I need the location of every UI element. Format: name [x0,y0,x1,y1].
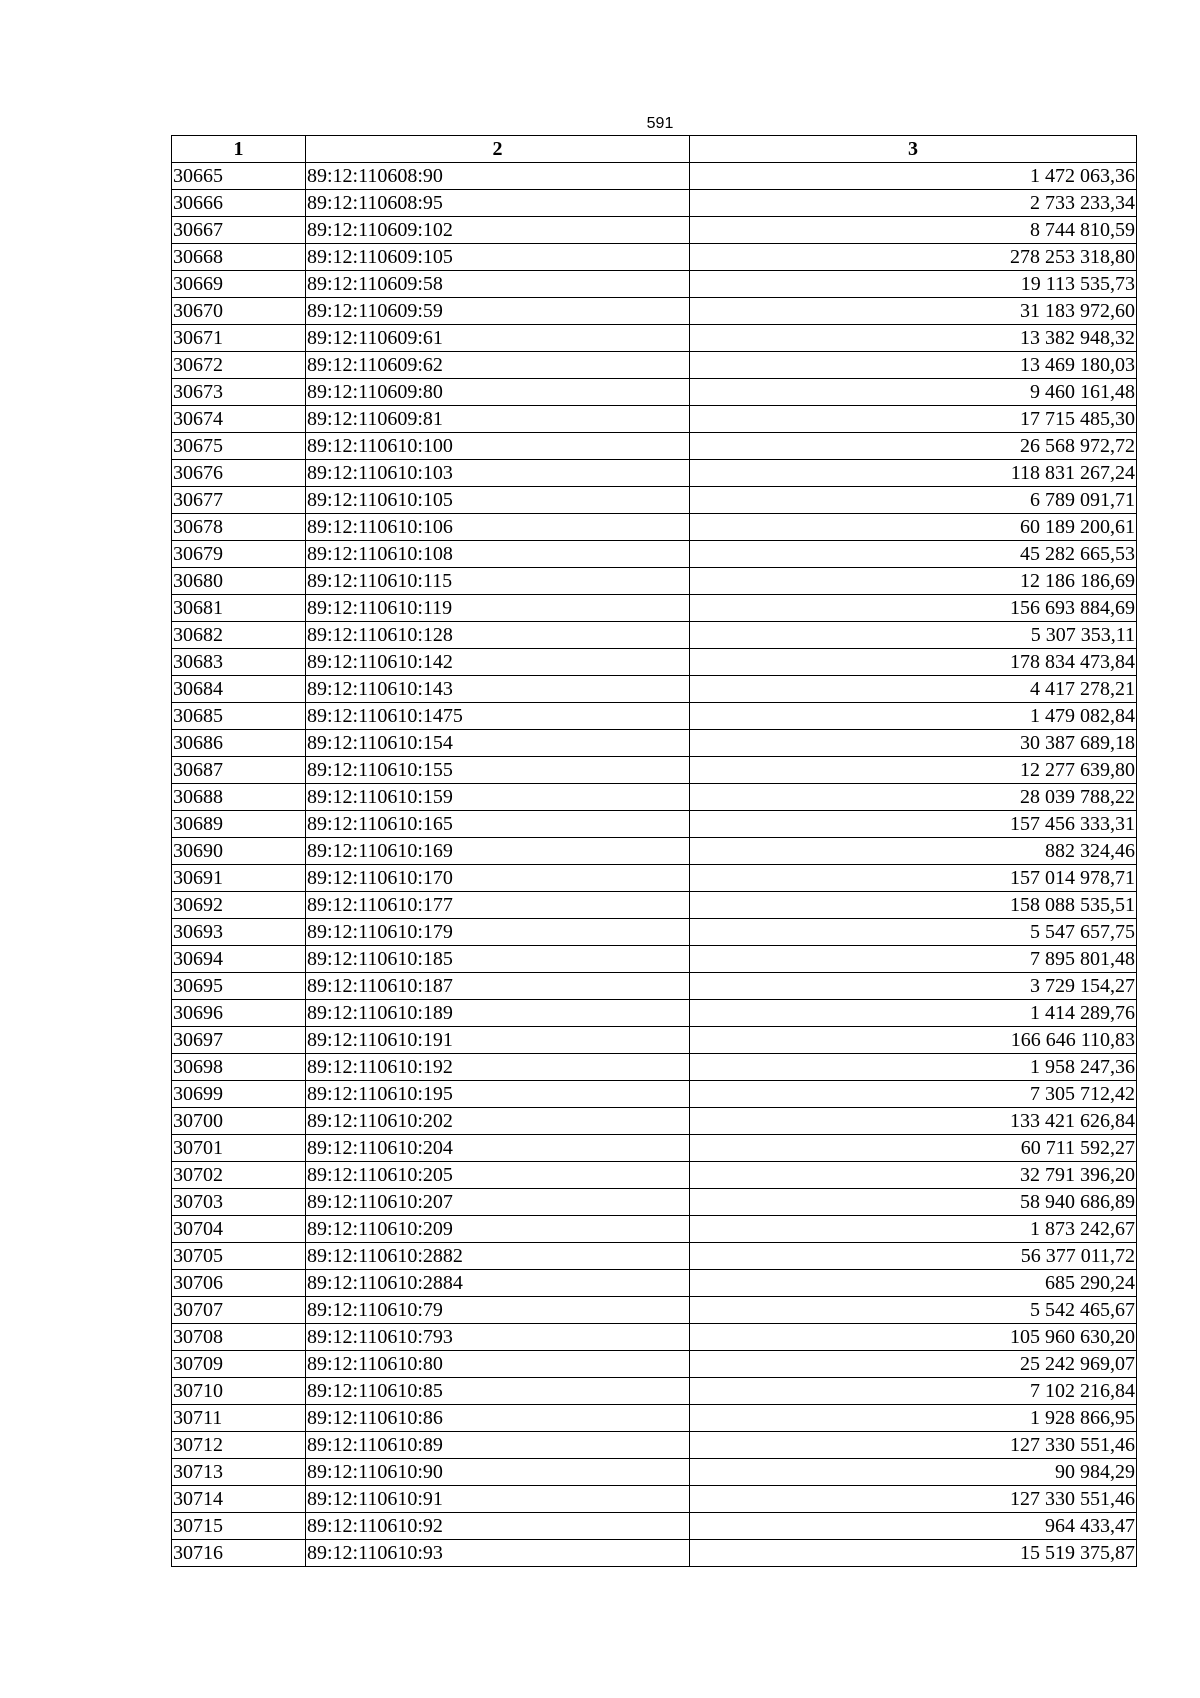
row-number-cell: 30694 [172,946,306,973]
cadastral-number-cell: 89:12:110610:179 [306,919,690,946]
row-number-cell: 30708 [172,1324,306,1351]
header-row [172,136,1137,163]
column-header-1: 1 [172,136,306,163]
table-row [172,1135,1137,1162]
value-cell: 60 711 592,27 [690,1135,1137,1162]
cadastral-number-cell: 89:12:110610:79 [306,1297,690,1324]
cadastral-number-cell: 89:12:110609:102 [306,217,690,244]
row-number-cell: 30689 [172,811,306,838]
cadastral-number-cell: 89:12:110610:2882 [306,1243,690,1270]
row-number-cell: 30676 [172,460,306,487]
cadastral-number-cell: 89:12:110610:2884 [306,1270,690,1297]
row-number-cell: 30697 [172,1027,306,1054]
value-cell: 90 984,29 [690,1459,1137,1486]
table-row [172,1108,1137,1135]
value-cell: 5 547 657,75 [690,919,1137,946]
cadastral-number-cell: 89:12:110610:159 [306,784,690,811]
value-cell: 19 113 535,73 [690,271,1137,298]
table-row [172,1432,1137,1459]
value-cell: 158 088 535,51 [690,892,1137,919]
value-cell: 7 102 216,84 [690,1378,1137,1405]
cadastral-number-cell: 89:12:110610:91 [306,1486,690,1513]
value-cell: 5 542 465,67 [690,1297,1137,1324]
cadastral-number-cell: 89:12:110610:89 [306,1432,690,1459]
cadastral-number-cell: 89:12:110610:128 [306,622,690,649]
table-row [172,1351,1137,1378]
table-row [172,1243,1137,1270]
row-number-cell: 30677 [172,487,306,514]
row-number-cell: 30669 [172,271,306,298]
row-number-cell: 30680 [172,568,306,595]
row-number-cell: 30681 [172,595,306,622]
table-body [172,163,1137,1567]
cadastral-number-cell: 89:12:110610:165 [306,811,690,838]
cadastral-number-cell: 89:12:110610:187 [306,973,690,1000]
value-cell: 13 469 180,03 [690,352,1137,379]
table-row [172,433,1137,460]
cadastral-number-cell: 89:12:110610:169 [306,838,690,865]
row-number-cell: 30668 [172,244,306,271]
table-row [172,514,1137,541]
cadastral-number-cell: 89:12:110610:191 [306,1027,690,1054]
value-cell: 9 460 161,48 [690,379,1137,406]
table-row [172,1405,1137,1432]
row-number-cell: 30704 [172,1216,306,1243]
row-number-cell: 30713 [172,1459,306,1486]
table-row [172,1513,1137,1540]
row-number-cell: 30671 [172,325,306,352]
value-cell: 28 039 788,22 [690,784,1137,811]
value-cell: 1 873 242,67 [690,1216,1137,1243]
value-cell: 178 834 473,84 [690,649,1137,676]
row-number-cell: 30696 [172,1000,306,1027]
cadastral-number-cell: 89:12:110609:61 [306,325,690,352]
value-cell: 127 330 551,46 [690,1432,1137,1459]
table-row [172,730,1137,757]
value-cell: 105 960 630,20 [690,1324,1137,1351]
row-number-cell: 30701 [172,1135,306,1162]
table-row [172,568,1137,595]
table-row [172,163,1137,190]
value-cell: 15 519 375,87 [690,1540,1137,1567]
value-cell: 127 330 551,46 [690,1486,1137,1513]
table-row [172,487,1137,514]
row-number-cell: 30711 [172,1405,306,1432]
value-cell: 32 791 396,20 [690,1162,1137,1189]
table-row [172,1027,1137,1054]
cadastral-number-cell: 89:12:110610:115 [306,568,690,595]
table-row [172,1486,1137,1513]
value-cell: 118 831 267,24 [690,460,1137,487]
row-number-cell: 30695 [172,973,306,1000]
row-number-cell: 30693 [172,919,306,946]
cadastral-number-cell: 89:12:110609:59 [306,298,690,325]
value-cell: 58 940 686,89 [690,1189,1137,1216]
table-row [172,919,1137,946]
table-row [172,784,1137,811]
table-row [172,757,1137,784]
page-number: 591 [646,115,674,132]
value-cell: 2 733 233,34 [690,190,1137,217]
cadastral-number-cell: 89:12:110610:80 [306,1351,690,1378]
row-number-cell: 30667 [172,217,306,244]
cadastral-number-cell: 89:12:110610:189 [306,1000,690,1027]
cadastral-number-cell: 89:12:110610:93 [306,1540,690,1567]
table-row [172,271,1137,298]
table-row [172,460,1137,487]
row-number-cell: 30686 [172,730,306,757]
table-row [172,1270,1137,1297]
cadastral-number-cell: 89:12:110610:170 [306,865,690,892]
row-number-cell: 30670 [172,298,306,325]
cadastral-number-cell: 89:12:110610:106 [306,514,690,541]
cadastral-number-cell: 89:12:110610:86 [306,1405,690,1432]
cadastral-number-cell: 89:12:110610:202 [306,1108,690,1135]
table-row [172,676,1137,703]
table-row [172,325,1137,352]
row-number-cell: 30684 [172,676,306,703]
value-cell: 17 715 485,30 [690,406,1137,433]
value-cell: 157 014 978,71 [690,865,1137,892]
value-cell: 26 568 972,72 [690,433,1137,460]
cadastral-number-cell: 89:12:110610:155 [306,757,690,784]
table-row [172,811,1137,838]
row-number-cell: 30706 [172,1270,306,1297]
row-number-cell: 30688 [172,784,306,811]
row-number-cell: 30698 [172,1054,306,1081]
row-number-cell: 30692 [172,892,306,919]
table-row [172,1162,1137,1189]
table-row [172,217,1137,244]
cadastral-number-cell: 89:12:110609:105 [306,244,690,271]
cadastral-number-cell: 89:12:110610:185 [306,946,690,973]
value-cell: 133 421 626,84 [690,1108,1137,1135]
cadastral-number-cell: 89:12:110610:154 [306,730,690,757]
value-cell: 12 277 639,80 [690,757,1137,784]
table-row [172,379,1137,406]
row-number-cell: 30710 [172,1378,306,1405]
cadastral-number-cell: 89:12:110609:81 [306,406,690,433]
value-cell: 156 693 884,69 [690,595,1137,622]
value-cell: 1 472 063,36 [690,163,1137,190]
table-row [172,649,1137,676]
cadastral-number-cell: 89:12:110610:108 [306,541,690,568]
value-cell: 3 729 154,27 [690,973,1137,1000]
row-number-cell: 30699 [172,1081,306,1108]
cadastral-number-cell: 89:12:110610:205 [306,1162,690,1189]
value-cell: 13 382 948,32 [690,325,1137,352]
value-cell: 5 307 353,11 [690,622,1137,649]
table-row [172,1189,1137,1216]
value-cell: 6 789 091,71 [690,487,1137,514]
value-cell: 166 646 110,83 [690,1027,1137,1054]
cadastral-number-cell: 89:12:110610:85 [306,1378,690,1405]
table-row [172,865,1137,892]
cadastral-number-cell: 89:12:110609:80 [306,379,690,406]
row-number-cell: 30707 [172,1297,306,1324]
value-cell: 31 183 972,60 [690,298,1137,325]
row-number-cell: 30690 [172,838,306,865]
table-row [172,298,1137,325]
value-cell: 7 895 801,48 [690,946,1137,973]
row-number-cell: 30672 [172,352,306,379]
cadastral-number-cell: 89:12:110610:105 [306,487,690,514]
cadastral-number-cell: 89:12:110610:793 [306,1324,690,1351]
value-cell: 8 744 810,59 [690,217,1137,244]
row-number-cell: 30709 [172,1351,306,1378]
value-cell: 1 414 289,76 [690,1000,1137,1027]
cadastral-number-cell: 89:12:110610:142 [306,649,690,676]
table-row [172,1000,1137,1027]
row-number-cell: 30700 [172,1108,306,1135]
table-row [172,892,1137,919]
row-number-cell: 30666 [172,190,306,217]
row-number-cell: 30685 [172,703,306,730]
row-number-cell: 30705 [172,1243,306,1270]
table-header [172,136,1137,163]
data-table [171,135,1137,1567]
cadastral-number-cell: 89:12:110610:100 [306,433,690,460]
row-number-cell: 30691 [172,865,306,892]
row-number-cell: 30682 [172,622,306,649]
row-number-cell: 30687 [172,757,306,784]
column-header-3: 3 [690,136,1137,163]
cadastral-number-cell: 89:12:110608:90 [306,163,690,190]
row-number-cell: 30678 [172,514,306,541]
value-cell: 25 242 969,07 [690,1351,1137,1378]
row-number-cell: 30702 [172,1162,306,1189]
table-row [172,1297,1137,1324]
value-cell: 964 433,47 [690,1513,1137,1540]
table-row [172,1378,1137,1405]
table-row [172,1459,1137,1486]
row-number-cell: 30703 [172,1189,306,1216]
row-number-cell: 30683 [172,649,306,676]
table-row [172,1216,1137,1243]
table-row [172,703,1137,730]
value-cell: 56 377 011,72 [690,1243,1137,1270]
value-cell: 1 958 247,36 [690,1054,1137,1081]
table-row [172,541,1137,568]
cadastral-number-cell: 89:12:110610:119 [306,595,690,622]
column-header-2: 2 [306,136,690,163]
cadastral-number-cell: 89:12:110610:177 [306,892,690,919]
cadastral-number-cell: 89:12:110609:62 [306,352,690,379]
table-row [172,973,1137,1000]
row-number-cell: 30674 [172,406,306,433]
row-number-cell: 30673 [172,379,306,406]
cadastral-number-cell: 89:12:110610:90 [306,1459,690,1486]
value-cell: 4 417 278,21 [690,676,1137,703]
cadastral-number-cell: 89:12:110610:1475 [306,703,690,730]
value-cell: 30 387 689,18 [690,730,1137,757]
row-number-cell: 30714 [172,1486,306,1513]
table-row [172,622,1137,649]
value-cell: 45 282 665,53 [690,541,1137,568]
value-cell: 1 479 082,84 [690,703,1137,730]
value-cell: 685 290,24 [690,1270,1137,1297]
table-row [172,1054,1137,1081]
row-number-cell: 30715 [172,1513,306,1540]
row-number-cell: 30679 [172,541,306,568]
cadastral-number-cell: 89:12:110610:103 [306,460,690,487]
row-number-cell: 30675 [172,433,306,460]
cadastral-number-cell: 89:12:110610:207 [306,1189,690,1216]
cadastral-number-cell: 89:12:110609:58 [306,271,690,298]
table-row [172,595,1137,622]
table-row [172,1081,1137,1108]
table-row [172,244,1137,271]
value-cell: 157 456 333,31 [690,811,1137,838]
value-cell: 882 324,46 [690,838,1137,865]
cadastral-number-cell: 89:12:110608:95 [306,190,690,217]
value-cell: 1 928 866,95 [690,1405,1137,1432]
cadastral-number-cell: 89:12:110610:143 [306,676,690,703]
cadastral-number-cell: 89:12:110610:204 [306,1135,690,1162]
table-row [172,190,1137,217]
table-row [172,1540,1137,1567]
value-cell: 60 189 200,61 [690,514,1137,541]
row-number-cell: 30665 [172,163,306,190]
row-number-cell: 30716 [172,1540,306,1567]
table-row [172,352,1137,379]
value-cell: 12 186 186,69 [690,568,1137,595]
table-row [172,946,1137,973]
table-row [172,406,1137,433]
cadastral-number-cell: 89:12:110610:92 [306,1513,690,1540]
table-row [172,838,1137,865]
cadastral-number-cell: 89:12:110610:209 [306,1216,690,1243]
cadastral-number-cell: 89:12:110610:192 [306,1054,690,1081]
cadastral-number-cell: 89:12:110610:195 [306,1081,690,1108]
value-cell: 278 253 318,80 [690,244,1137,271]
row-number-cell: 30712 [172,1432,306,1459]
table-row [172,1324,1137,1351]
value-cell: 7 305 712,42 [690,1081,1137,1108]
